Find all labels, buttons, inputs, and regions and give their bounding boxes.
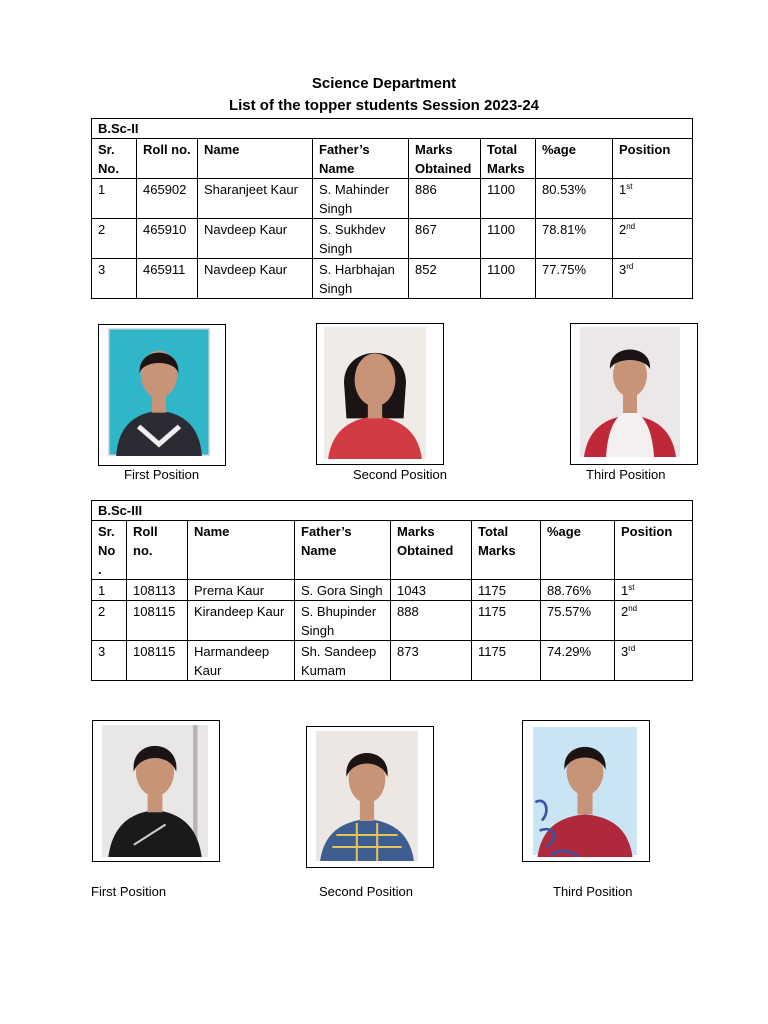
col-header-percentage: %age	[536, 139, 613, 179]
table-header-row	[92, 521, 693, 580]
cell-total: 1175	[472, 580, 541, 601]
cell-marks: 886	[409, 179, 481, 219]
cell-total: 1100	[481, 179, 536, 219]
table-row	[92, 179, 693, 219]
cell-position: 3rd	[615, 641, 693, 681]
bsc2-topper-table	[91, 118, 693, 299]
cell-sr: 3	[92, 641, 127, 681]
cell-total: 1100	[481, 259, 536, 299]
cell-sr: 1	[92, 179, 137, 219]
student-photo-first-bsc2	[108, 328, 210, 456]
cell-percentage: 80.53%	[536, 179, 613, 219]
cell-name: Harmandeep Kaur	[188, 641, 295, 681]
page-subtitle: List of the topper students Session 2023-24	[228, 97, 540, 114]
cell-sr: 2	[92, 601, 127, 641]
cell-roll: 465911	[137, 259, 198, 299]
student-photo-first-bsc3	[102, 725, 208, 857]
col-header-marks: Marks Obtained	[391, 521, 472, 580]
cell-father: S. Bhupinder Singh	[295, 601, 391, 641]
table-row	[92, 641, 693, 681]
cell-roll: 465902	[137, 179, 198, 219]
cell-name: Navdeep Kaur	[198, 259, 313, 299]
table-row	[92, 580, 693, 601]
student-photo-third-bsc2	[580, 327, 680, 457]
student-photo-second-bsc3	[316, 731, 418, 861]
cell-sr: 2	[92, 219, 137, 259]
cell-marks: 867	[409, 219, 481, 259]
cell-marks: 1043	[391, 580, 472, 601]
col-header-name: Name	[188, 521, 295, 580]
cell-percentage: 78.81%	[536, 219, 613, 259]
col-header-sr: Sr. No .	[92, 521, 127, 580]
cell-total: 1175	[472, 641, 541, 681]
bsc3-topper-table	[91, 500, 693, 681]
section-label-bsc2: B.Sc-II	[92, 119, 693, 139]
table-row	[92, 219, 693, 259]
table-row	[92, 601, 693, 641]
cell-sr: 1	[92, 580, 127, 601]
student-photo-second-bsc2	[324, 327, 426, 459]
cell-sr: 3	[92, 259, 137, 299]
col-header-position: Position	[615, 521, 693, 580]
table-header-row	[92, 139, 693, 179]
cell-position: 2nd	[613, 219, 693, 259]
cell-roll: 108115	[127, 601, 188, 641]
caption-second-position-bsc2: Second Position	[353, 467, 447, 482]
col-header-percentage: %age	[541, 521, 615, 580]
student-photo-third-bsc3	[531, 725, 639, 857]
cell-marks: 852	[409, 259, 481, 299]
col-header-name: Name	[198, 139, 313, 179]
col-header-sr: Sr. No.	[92, 139, 137, 179]
col-header-father: Father’s Name	[313, 139, 409, 179]
cell-father: Sh. Sandeep Kumam	[295, 641, 391, 681]
col-header-total: Total Marks	[481, 139, 536, 179]
cell-total: 1100	[481, 219, 536, 259]
cell-position: 3rd	[613, 259, 693, 299]
cell-father: S. Harbhajan Singh	[313, 259, 409, 299]
cell-marks: 873	[391, 641, 472, 681]
cell-roll: 108115	[127, 641, 188, 681]
cell-marks: 888	[391, 601, 472, 641]
cell-position: 1st	[615, 580, 693, 601]
cell-name: Sharanjeet Kaur	[198, 179, 313, 219]
caption-third-position-bsc3: Third Position	[553, 884, 633, 899]
caption-first-position-bsc3: First Position	[91, 884, 167, 899]
cell-percentage: 74.29%	[541, 641, 615, 681]
cell-name: Prerna Kaur	[188, 580, 295, 601]
cell-name: Kirandeep Kaur	[188, 601, 295, 641]
cell-name: Navdeep Kaur	[198, 219, 313, 259]
cell-father: S. Sukhdev Singh	[313, 219, 409, 259]
col-header-father: Father’s Name	[295, 521, 391, 580]
cell-position: 2nd	[615, 601, 693, 641]
col-header-position: Position	[613, 139, 693, 179]
col-header-total: Total Marks	[472, 521, 541, 580]
cell-percentage: 88.76%	[541, 580, 615, 601]
cell-roll: 108113	[127, 580, 188, 601]
col-header-marks: Marks Obtained	[409, 139, 481, 179]
cell-position: 1st	[613, 179, 693, 219]
col-header-roll: Roll no.	[127, 521, 188, 580]
page-title: Science Department	[311, 75, 457, 92]
col-header-roll: Roll no.	[137, 139, 198, 179]
section-label-bsc3: B.Sc-III	[92, 501, 693, 521]
cell-father: S. Mahinder Singh	[313, 179, 409, 219]
caption-second-position-bsc3: Second Position	[319, 884, 413, 899]
cell-percentage: 75.57%	[541, 601, 615, 641]
caption-third-position-bsc2: Third Position	[586, 467, 666, 482]
cell-roll: 465910	[137, 219, 198, 259]
cell-father: S. Gora Singh	[295, 580, 391, 601]
caption-first-position-bsc2: First Position	[124, 467, 200, 482]
table-row	[92, 259, 693, 299]
cell-percentage: 77.75%	[536, 259, 613, 299]
cell-total: 1175	[472, 601, 541, 641]
